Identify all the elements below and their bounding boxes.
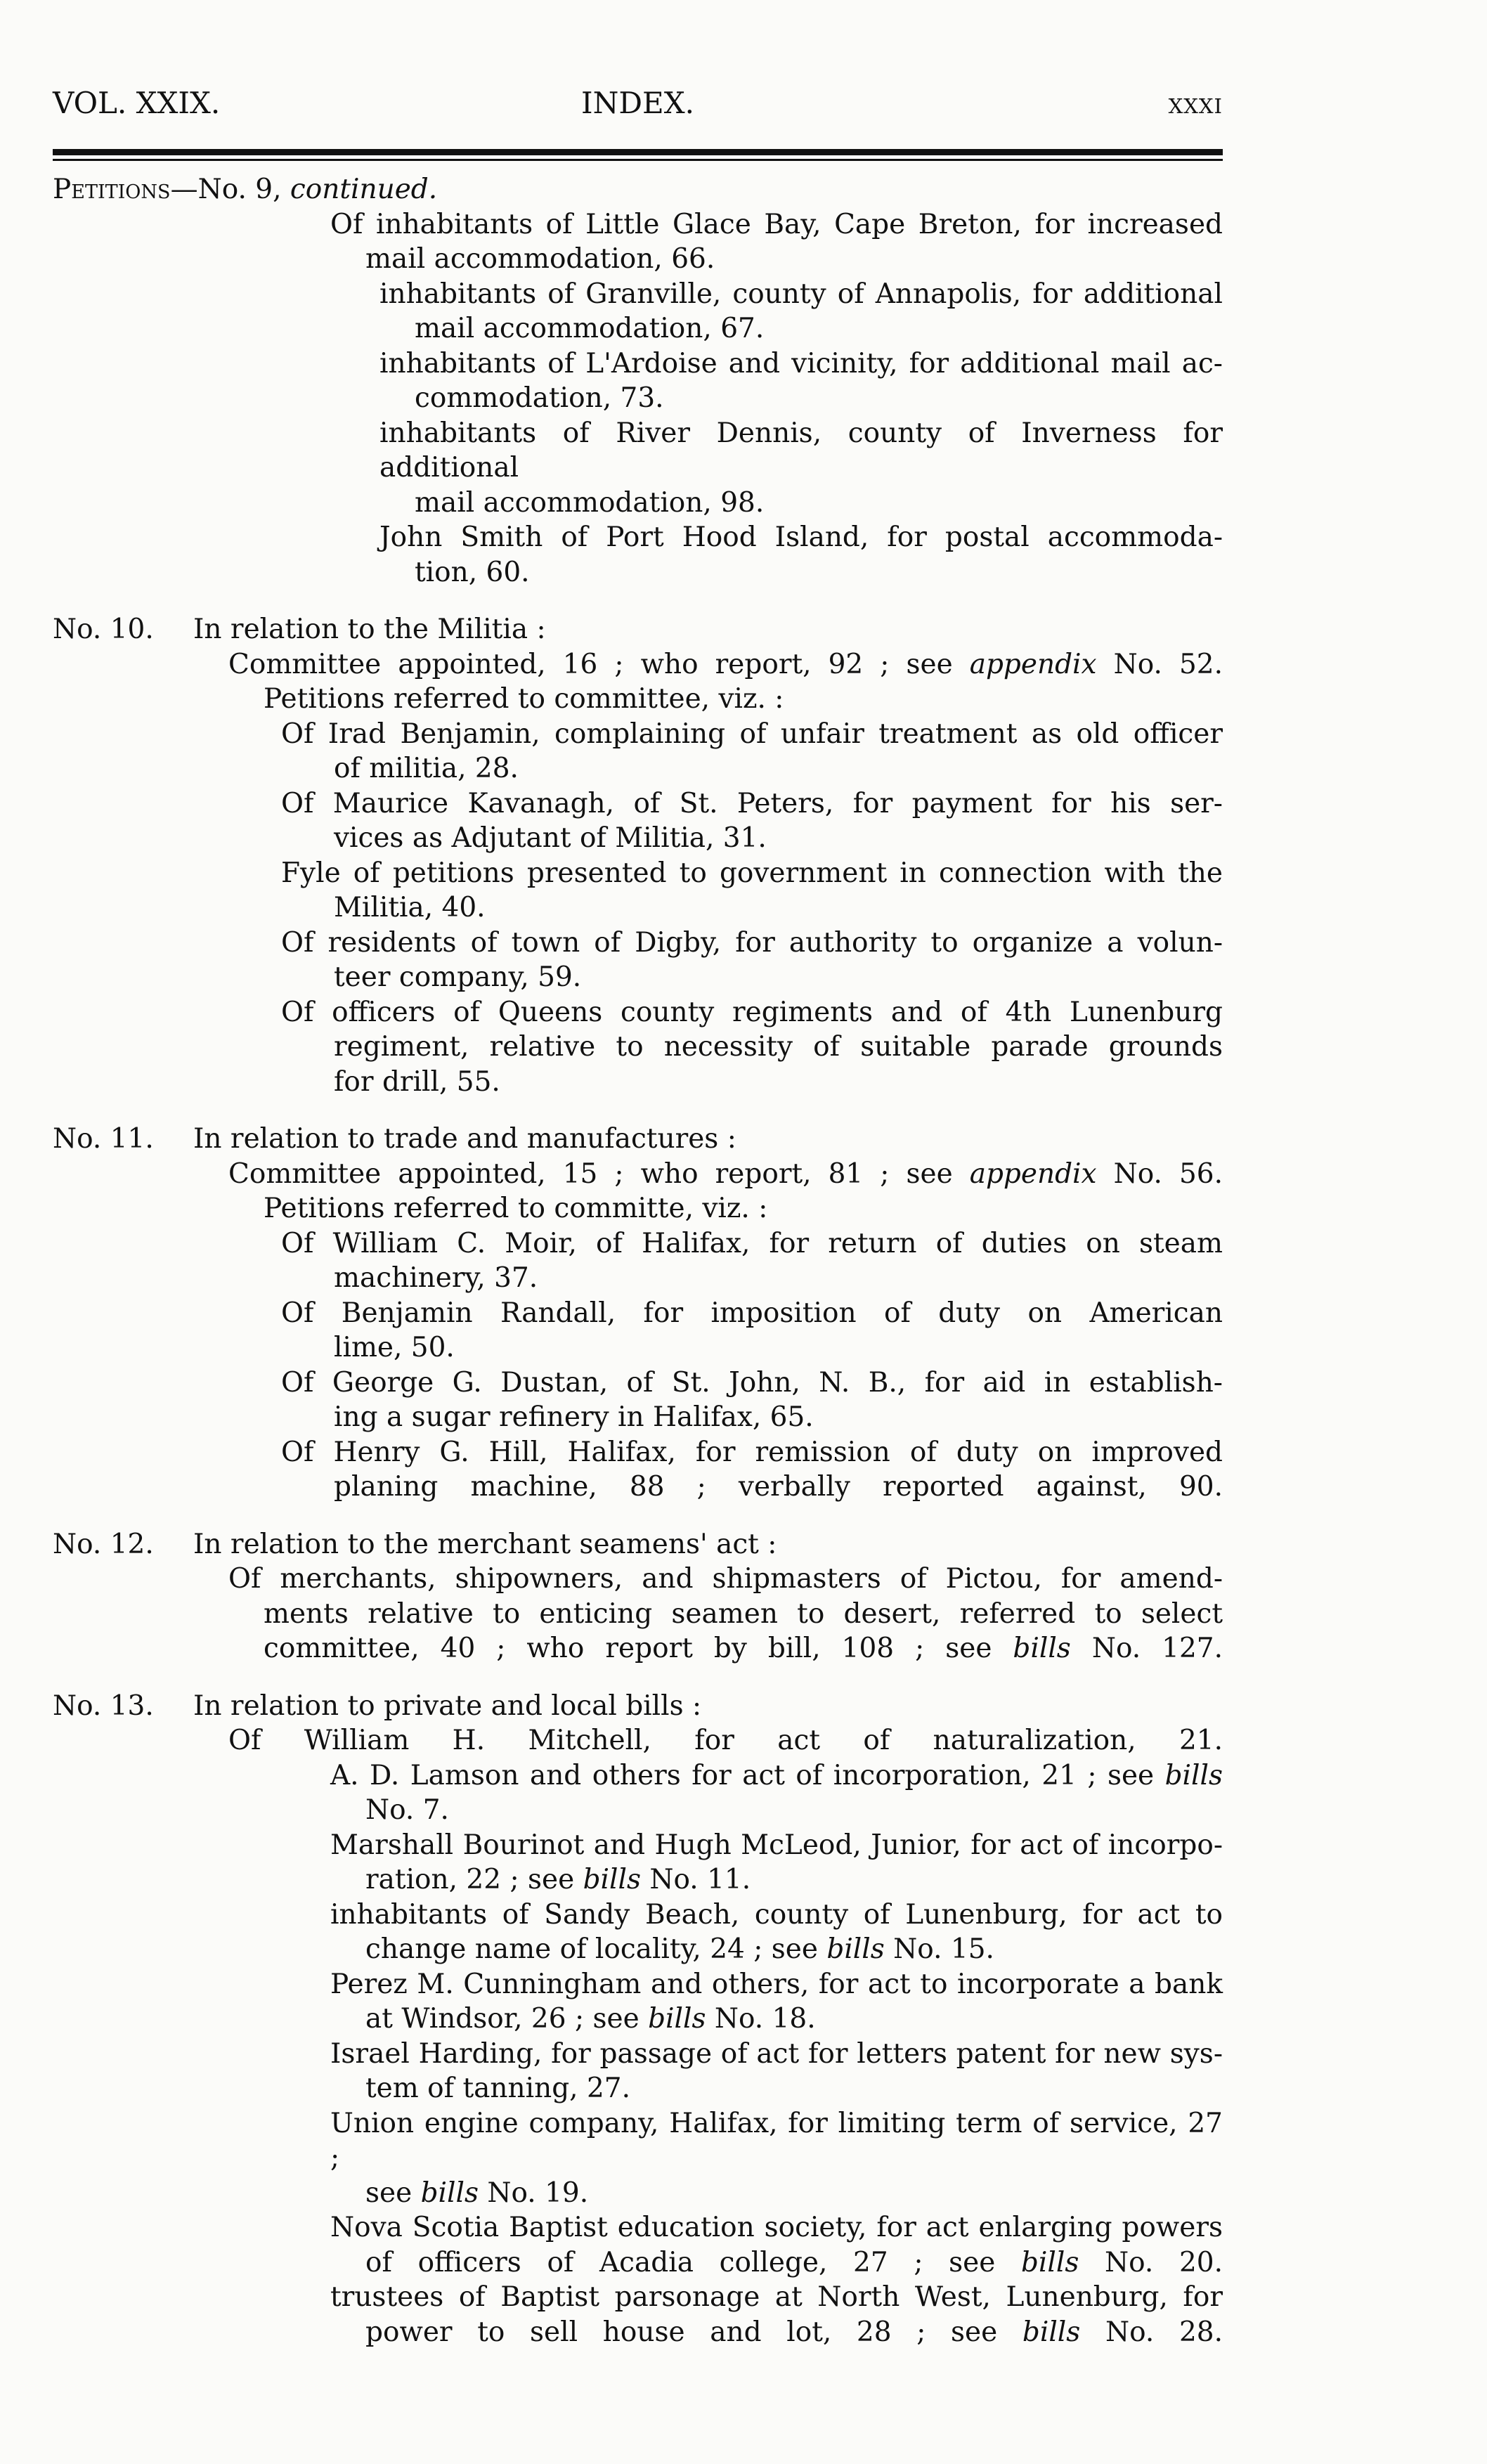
- entry-text: machinery, 37.: [334, 1262, 538, 1294]
- index-entry-line: [53, 1723, 1223, 1758]
- entry-text: ration, 22 ; see: [365, 1864, 583, 1895]
- entry-text: In relation to the Militia :: [193, 614, 546, 645]
- entry-text: see: [365, 2177, 421, 2209]
- entry-text-after: No. 11.: [640, 1864, 751, 1895]
- entry-text-after: No. 28.: [1080, 2316, 1223, 2348]
- entry-text: Of Henry G. Hill, Halifax, for remission of duty on improved: [281, 1436, 1223, 1468]
- index-entry-line: [53, 1157, 1223, 1192]
- entry-text: change name of locality, 24 ; see: [365, 1933, 827, 1965]
- index-entry-line: [53, 821, 1223, 856]
- entry-text: regiment, relative to necessity of suitable parade grounds: [334, 1031, 1223, 1063]
- index-entry-line: [53, 612, 1223, 647]
- entry-text: Of officers of Queens county regiments and of 4th Lunenburg: [281, 996, 1223, 1028]
- page-header: [53, 86, 1223, 135]
- heading-smallcaps: Petitions: [53, 174, 171, 205]
- entry-text: Fyle of petitions presented to government in connection with the: [281, 857, 1223, 889]
- entry-italic: appendix: [969, 1158, 1097, 1190]
- entry-italic: bills: [1022, 2316, 1081, 2348]
- index-entry-line: [53, 995, 1223, 1030]
- index-entry-line: [53, 751, 1223, 786]
- entry-text: inhabitants of L'Ardoise and vicinity, for additional mail ac-: [379, 347, 1223, 380]
- index-entry-line: [53, 1597, 1223, 1632]
- index-entry-line: [53, 1932, 1223, 1967]
- index-entry-line: [53, 2071, 1223, 2106]
- entry-text: Of residents of town of Digby, for authority to organize a volun-: [281, 926, 1223, 959]
- entry-italic: bills: [1013, 1633, 1071, 1664]
- index-entry-line: [53, 926, 1223, 961]
- entry-text: Nova Scotia Baptist education society, for act enlarging powers: [330, 2212, 1223, 2243]
- index-section: [53, 1527, 1223, 1666]
- index-entry-line: [53, 1862, 1223, 1898]
- index-entry-line: [53, 1065, 1223, 1100]
- entry-text-after: No. 20.: [1079, 2246, 1223, 2278]
- index-entry-line: [53, 2315, 1223, 2350]
- index-entry-line: [53, 1470, 1223, 1505]
- entry-text: In relation to private and local bills :: [193, 1690, 702, 1722]
- page-title: INDEX.: [581, 86, 694, 120]
- entry-text-after: No. 127.: [1070, 1633, 1223, 1664]
- index-entry-line: [53, 2280, 1223, 2315]
- entry-text: ing a sugar refinery in Halifax, 65.: [334, 1401, 814, 1433]
- entry-italic: bills: [1164, 1759, 1223, 1791]
- entry-text: Of George G. Dustan, of St. John, N. B., for aid in establish-: [281, 1366, 1223, 1399]
- entry-text: at Windsor, 26 ; see: [365, 2003, 649, 2035]
- entry-text: Of inhabitants of Little Glace Bay, Cape Breton, for increased: [330, 208, 1223, 240]
- index-entry-line: [53, 647, 1223, 682]
- index-section: [53, 1689, 1223, 2350]
- index-entry-line: [53, 1967, 1223, 2002]
- entry-text: Perez M. Cunningham and others, for act to incorporate a bank: [330, 1968, 1223, 2000]
- entry-text: mail accommodation, 98.: [415, 486, 765, 519]
- entry-text: In relation to the merchant seamens' act :: [193, 1528, 777, 1560]
- entry-text: inhabitants of Sandy Beach, county of Lunenburg, for act to: [330, 1898, 1223, 1931]
- index-entry-line: [53, 1030, 1223, 1065]
- entry-text: A. D. Lamson and others for act of incorporation, 21 ; see: [330, 1759, 1165, 1791]
- index-entry-line: [53, 2245, 1223, 2281]
- entry-italic: bills: [1020, 2246, 1079, 2278]
- index-section: [53, 1122, 1223, 1505]
- index-entry-line: [53, 2176, 1223, 2211]
- index-section: [53, 612, 1223, 1099]
- index-entry-line: [53, 346, 1223, 382]
- entry-text: Committee appointed, 16 ; who report, 92 ; see: [228, 648, 970, 680]
- entry-text: ments relative to enticing seamen to desert, referred to select: [264, 1597, 1223, 1630]
- entry-text: Of merchants, shipowners, and shipmasters of Pictou, for amend-: [228, 1563, 1223, 1595]
- index-entry-line: [53, 2002, 1223, 2037]
- index-entry-line: [53, 1330, 1223, 1366]
- index-entry-line: [53, 2037, 1223, 2072]
- section-number: No. 11.: [53, 1123, 154, 1155]
- entry-text: lime, 50.: [334, 1332, 455, 1363]
- entry-text: Israel Harding, for passage of act for letters patent for new sys-: [330, 2037, 1223, 2070]
- entry-italic: appendix: [969, 648, 1097, 680]
- index-entry-line: [53, 416, 1223, 486]
- section-number: No. 13.: [53, 1690, 154, 1722]
- entry-text: Of William H. Mitchell, for act of naturalization, 21.: [228, 1725, 1223, 1756]
- index-entry-line: [53, 242, 1223, 277]
- entry-text: Of Irad Benjamin, complaining of unfair treatment as old officer: [281, 718, 1223, 750]
- section-number: No. 12.: [53, 1528, 154, 1560]
- index-entry-line: [53, 1435, 1223, 1470]
- index-entry-line: [53, 1562, 1223, 1597]
- index-entry-line: [53, 1296, 1223, 1331]
- index-entry-line: [53, 1226, 1223, 1262]
- entry-text: vices as Adjutant of Militia, 31.: [334, 822, 767, 854]
- heading-rest: —No. 9,: [170, 174, 290, 205]
- index-entry-line: [53, 1261, 1223, 1296]
- index-entry-line: [53, 890, 1223, 926]
- entry-text: In relation to trade and manufactures :: [193, 1123, 736, 1155]
- entry-text: Union engine company, Halifax, for limiting term of service, 27 ;: [330, 2107, 1223, 2174]
- index-entry-line: [53, 486, 1223, 521]
- entry-text-after: No. 56.: [1096, 1158, 1223, 1190]
- entry-text: teer company, 59.: [334, 961, 582, 993]
- index-entry-line: [53, 1631, 1223, 1666]
- entry-italic: bills: [583, 1864, 641, 1895]
- entry-text: inhabitants of River Dennis, county of Inverness for additional: [379, 417, 1223, 484]
- index-entry-line: [53, 1793, 1223, 1828]
- entry-text: mail accommodation, 66.: [365, 243, 715, 275]
- index-entry-line: [53, 311, 1223, 346]
- entry-text: inhabitants of Granville, county of Annapolis, for additional: [379, 278, 1223, 310]
- index-entry-line: [53, 207, 1223, 242]
- entry-text: of officers of Acadia college, 27 ; see: [365, 2246, 1021, 2278]
- index-entry-line: [53, 1527, 1223, 1562]
- entry-italic: bills: [826, 1933, 885, 1965]
- entry-text: trustees of Baptist parsonage at North West, Lunenburg, for: [330, 2281, 1223, 2313]
- index-entry-line: [53, 1898, 1223, 1933]
- entry-text-after: No. 15.: [884, 1933, 994, 1965]
- entry-text: power to sell house and lot, 28 ; see: [365, 2316, 1022, 2348]
- entry-text: Of William C. Moir, of Halifax, for return of duties on steam: [281, 1227, 1223, 1259]
- section-heading: [53, 172, 1223, 207]
- index-entry-line: [53, 555, 1223, 590]
- entry-text: Of Maurice Kavanagh, of St. Peters, for payment for his ser-: [281, 787, 1223, 819]
- index-entry-line: [53, 1828, 1223, 1863]
- entry-text: Of Benjamin Randall, for imposition of duty on American: [281, 1297, 1223, 1329]
- index-entry-line: [53, 1758, 1223, 1794]
- heading-italic: continued.: [290, 174, 438, 205]
- entry-text-after: No. 18.: [706, 2003, 816, 2035]
- index-entry-line: [53, 960, 1223, 995]
- index-section: [53, 172, 1223, 590]
- entry-text-after: No. 19.: [478, 2177, 589, 2209]
- page-number: xxxi: [1168, 86, 1223, 120]
- entry-text-after: No. 52.: [1096, 648, 1223, 680]
- index-entry-line: [53, 786, 1223, 822]
- index-entry-line: [53, 1122, 1223, 1157]
- section-number: No. 10.: [53, 614, 154, 645]
- entry-text: Petitions referred to committee, viz. :: [264, 683, 784, 715]
- index-entry-line: [53, 277, 1223, 312]
- entry-text: of militia, 28.: [334, 753, 519, 784]
- entry-italic: bills: [420, 2177, 479, 2209]
- index-entry-line: [53, 1366, 1223, 1401]
- entry-text: Marshall Bourinot and Hugh McLeod, Junior, for act of incorpo-: [330, 1829, 1223, 1861]
- entry-text: Militia, 40.: [334, 892, 486, 923]
- volume-label: VOL. XXIX.: [53, 86, 221, 120]
- entry-text: Committee appointed, 15 ; who report, 81 ; see: [228, 1158, 970, 1190]
- header-rule-thin: [53, 159, 1223, 161]
- index-body: [53, 172, 1223, 2349]
- entry-italic: bills: [648, 2003, 706, 2035]
- entry-text: Petitions referred to committe, viz. :: [264, 1193, 768, 1224]
- header-rule-thick: [53, 149, 1223, 155]
- entry-text: tem of tanning, 27.: [365, 2073, 630, 2104]
- entry-text: commodation, 73.: [415, 382, 664, 414]
- index-entry-line: [53, 856, 1223, 891]
- entry-text: John Smith of Port Hood Island, for postal accommoda-: [379, 521, 1223, 553]
- index-entry-line: [53, 2210, 1223, 2245]
- index-entry-line: [53, 381, 1223, 416]
- entry-text: No. 7.: [365, 1794, 449, 1826]
- entry-text: planing machine, 88 ; verbally reported against, 90.: [334, 1471, 1223, 1503]
- entry-text: tion, 60.: [415, 556, 530, 588]
- index-entry-line: [53, 717, 1223, 752]
- entry-text: mail accommodation, 67.: [415, 313, 765, 344]
- entry-text: for drill, 55.: [334, 1065, 500, 1098]
- index-entry-line: [53, 1689, 1223, 1724]
- index-entry-line: [53, 1400, 1223, 1435]
- index-entry-line: [53, 1191, 1223, 1226]
- index-entry-line: [53, 2106, 1223, 2176]
- index-entry-line: [53, 520, 1223, 555]
- index-entry-line: [53, 682, 1223, 717]
- entry-text: committee, 40 ; who report by bill, 108 ; see: [264, 1633, 1013, 1664]
